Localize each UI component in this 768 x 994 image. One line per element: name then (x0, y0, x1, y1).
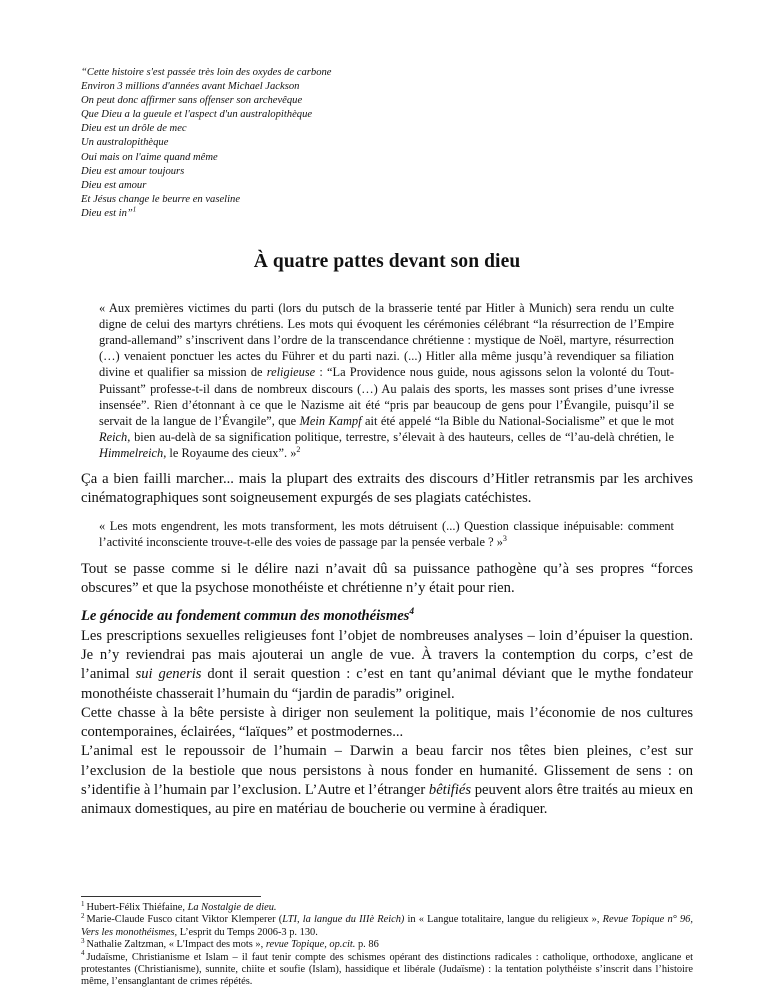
poem-line: Environ 3 millions d'années avant Michael Jackson (81, 81, 300, 93)
epigraph-poem (81, 66, 693, 221)
paragraph: L’animal est le repoussoir de l’humain – Darwin a beau farcir nos têtes bien pleines, c’est sur l’exclusion de la bestiole que nous persistons à nous fonder en humanité. Glissement de sens : on s’identifie à l’humain par l’exclusion. L’Autre et l’étranger bêtifiés peuvent alors être traités au mieux en animaux domestiques, au pire en matériau de boucherie ou vermine à éradiquer. (81, 743, 693, 818)
footnote-ref[interactable]: 3 (502, 533, 507, 543)
footnote-3: $^3$ Nathalie Zaltzman, « L'Impact des mots », revue Topique, op.cit. p. 86 (81, 936, 379, 951)
footnotes (81, 896, 693, 989)
footnote-2: $^2$ Marie-Claude Fusco citant Viktor Klemperer (LTI, la langue du IIIè Reich) in « Langue totalitaire, langue du religieux », Revue Topique n° 96, Vers les monothéismes, L’esprit du Temps 2006-3 p. 130. (81, 911, 693, 938)
footnote-ref[interactable]: 4 (409, 607, 415, 618)
footnote-divider (81, 896, 261, 897)
poem-line: “Cette histoire s'est passée très loin des oxydes de carbone (81, 67, 332, 78)
poem-line: Dieu est amour (81, 179, 147, 191)
paragraph: Tout se passe comme si le délire nazi n’avait dû sa puissance pathogène qu’à ses propres “forces obscures” et que la psychose monothéiste et chrétienne n’y était pour rien. (81, 560, 693, 597)
poem-line: Et Jésus change le beurre en vaseline (81, 193, 241, 205)
paragraph: Les prescriptions sexuelles religieuses font l’objet de nombreuses analyses – loin d’épuiser la question. Je n’y reviendrai pas mais ajouterai un angle de vue. À travers la contemption du corps, c’est de l’animal sui generis dont il serait question : c’est en tant qu’animal déviant que le mythe fondateur monothéiste chasserait l’humain du “jardin de paradis” originel. (81, 627, 693, 702)
poem-line-last: Dieu est in”$^1$ (81, 206, 137, 219)
block-quote-zaltzman: « Les mots engendrent, les mots transforment, les mots détruisent (...) Question classique inépuisable: comment l’activité inconsciente trouve-t-elle des voies de passage par la pensée verbale ? »$^3$ (99, 518, 674, 549)
footnote-4: $^4$ Judaïsme, Christianisme et Islam – il faut tenir compte des schismes opérant des distinctions radicales : catholique, orthodoxe, anglicane et protestantes (Christianisme), sunnite, chiite et soufie (Islam), hassidique et libérale (Judaïsme) : la tentation polythéiste s’inscrit dans l’histoire même, l’ensanglantant de crimes répétés. (81, 949, 693, 988)
poem-line: Que Dieu a la gueule et l'aspect d'un australopithèque (81, 109, 313, 121)
poem-line: Oui mais on l'aime quand même (81, 151, 218, 163)
footnote-1: $^1$ Hubert-Félix Thiéfaine, La Nostalgie de dieu. (81, 899, 277, 913)
page-title: À quatre pattes devant son dieu (253, 251, 521, 273)
poem-line: Un australopithèque (81, 137, 169, 149)
poem-line: Dieu est un drôle de mec (81, 123, 187, 135)
footnote-ref[interactable]: 1 (132, 206, 137, 214)
section-body (81, 627, 693, 820)
block-quote-klemperer: « Aux premières victimes du parti (lors du putsch de la brasserie tenté par Hitler à Munich) sera rendu un culte digne de celui des martyrs chrétiens. Les mots qui évoquent les cérémonies célébrant “la résurrection de l’Empire grand-allemand” s’inscrivent dans l’ordre de la transcendance chrétienne : mystique de Noël, martyre, résurrection (…) venaient ponctuer les actes du Führer et du parti nazi. (...) Hitler alla même jusqu’à revendiquer sa filiation divine et qualifier sa mission de religieuse : “La Providence nous guide, nous agissons selon la volonté du Tout-Puissant” professe-t-il dans de nombreux discours (…) Au palais des sports, les masses sont prises d’une ivresse insensée”. Rien d’étonnant à ce que le Nazisme ait été “pris par beaucoup de gens pour l’Évangile, puisqu’il se servait de la langue de l’Évangile”, que Mein Kampf ait été appelé “la Bible du National-Socialisme” et que le mot Reich, bien au-delà de sa signification politique, terrestre, s’élevait à des hauteurs, celles de “l’au-delà chrétien, le Himmelreich, le Royaume des cieux”. »$^2$ (99, 301, 675, 460)
paragraph: Cette chasse à la bête persiste à diriger non seulement la politique, mais l’économie de nos cultures contemporaines, éclairées, “laïques” et postmodernes... (81, 704, 693, 741)
section-heading: Le génocide au fondement commun des monothéismes$^4$ (81, 607, 415, 625)
paragraph: Ça a bien failli marcher... mais la plupart des extraits des discours d’Hitler retransmis par les archives cinématographiques sont soigneusement expurgés de ses plagiats catéchistes. (81, 470, 693, 507)
footnote-ref[interactable]: 2 (296, 444, 301, 454)
poem-line: On peut donc affirmer sans offenser son archevêque (81, 95, 303, 107)
page-body (81, 66, 693, 820)
poem-line: Dieu est amour toujours (81, 165, 185, 177)
